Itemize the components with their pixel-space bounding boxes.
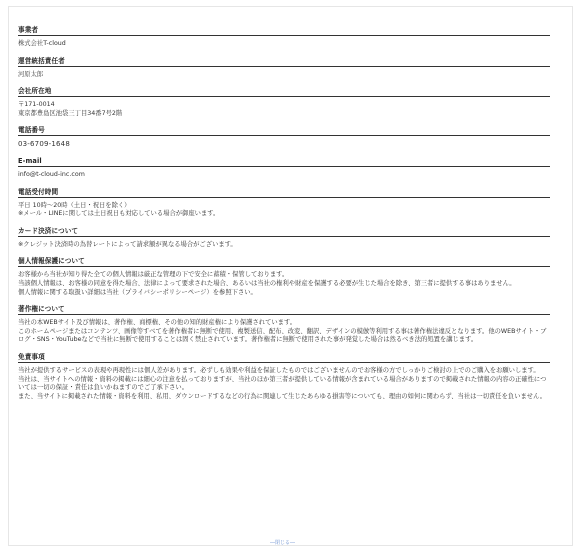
section-manager bbox=[18, 57, 550, 80]
body-line: 東京都豊島区池袋三丁目34番7号2階 bbox=[18, 109, 123, 117]
body-line: ※メール・LINEに関しては土日祝日も対応している場合が御座います。 bbox=[18, 210, 220, 218]
section-heading: E-mail bbox=[18, 157, 550, 167]
section-body bbox=[18, 367, 550, 401]
body-line: このホームページまたはコンテンツ、画像等すべてを著作権者に無断で使用、複製送信、配布、改変、翻訳、デザインの模倣等利用する事は著作権法違反となります。他のWEBサイト・ブログ・SNS・YouTubeなどで当社に無断で使用することは固く禁止されています。著作権者に無断で使用された事が発覚した場合は然るべき法的処置を講じます。 bbox=[18, 327, 547, 344]
section-body bbox=[18, 241, 550, 250]
email-address: info@t-cloud-inc.com bbox=[18, 170, 85, 178]
section-address bbox=[18, 87, 550, 118]
section-business-operator bbox=[18, 26, 550, 49]
section-heading: 電話番号 bbox=[18, 126, 550, 136]
section-heading: 著作権について bbox=[18, 305, 550, 315]
body-line: また、当サイトに掲載された情報・資料を利用、私用、ダウンロードするなどの行為に関連して生じたあらゆる損害等についても、理由の如何に関わらず、当社は一切責任を負いません。 bbox=[18, 392, 547, 400]
body-line: 当社が提供するサービスの表現や再現性には個人差があります。必ずしも効果や利益を保証したものではございませんのでお客様の方でしっかりご検討の上でのご購入をお願いします。 bbox=[18, 366, 540, 374]
body-line: 株式会社T-cloud bbox=[18, 40, 66, 47]
section-copyright bbox=[18, 305, 550, 345]
body-line: 個人情報に関する取扱い詳細は当社（プライバシーポリシーページ）を参照下さい。 bbox=[18, 288, 257, 296]
section-body bbox=[18, 171, 550, 180]
section-heading: 電話受付時間 bbox=[18, 188, 550, 198]
body-line: ※クレジット決済時の為替レートによって請求額が異なる場合がございます。 bbox=[18, 240, 237, 248]
section-phone bbox=[18, 126, 550, 149]
body-line: お客様から当社が知り得た全ての個人情報は厳正な管理の下で安全に蓄積・保管しております。 bbox=[18, 271, 289, 279]
section-heading: 免責事項 bbox=[18, 353, 550, 363]
section-disclaimer bbox=[18, 353, 550, 401]
section-body bbox=[18, 271, 550, 297]
section-email bbox=[18, 157, 550, 180]
close-link[interactable]: ―閉じる― bbox=[270, 540, 296, 546]
section-card-payment bbox=[18, 227, 550, 250]
section-phone-hours bbox=[18, 188, 550, 219]
section-privacy bbox=[18, 257, 550, 297]
section-body bbox=[18, 140, 550, 149]
legal-notice-content bbox=[18, 26, 550, 401]
body-line: 当社の本WEBサイト及び情報は、著作権、商標権、その他の知的財産権により保護されています。 bbox=[18, 319, 297, 327]
section-body bbox=[18, 40, 550, 49]
body-line: 〒171-0014 bbox=[18, 101, 55, 109]
section-body bbox=[18, 71, 550, 80]
section-heading: 運営統括責任者 bbox=[18, 57, 550, 67]
body-line: 平日 10時〜20時（土日・祝日を除く） bbox=[18, 201, 131, 209]
section-body bbox=[18, 202, 550, 219]
section-heading: 事業者 bbox=[18, 26, 550, 36]
section-body bbox=[18, 319, 550, 345]
section-heading: カード決済について bbox=[18, 227, 550, 237]
section-body bbox=[18, 101, 550, 118]
body-line: 河原太郎 bbox=[18, 70, 44, 78]
section-heading: 会社所在地 bbox=[18, 87, 550, 97]
phone-number: 03-6709-1648 bbox=[18, 140, 70, 149]
body-line: 当該個人情報は、お客様の同意を得た場合、法律によって要求された場合、あるいは当社の権利や財産を保護する必要が生じた場合を除き、第三者に提供する事はありません。 bbox=[18, 279, 516, 287]
section-heading: 個人情報保護について bbox=[18, 257, 550, 267]
body-line: 当社は、当サイトへの情報・資料の掲載には細心の注意を払っておりますが、当社のほか第三者が提供している情報が含まれている場合がありますので掲載された情報の内容の正確性については一切の保証・責任は負いかねますのでご了承下さい。 bbox=[18, 375, 547, 392]
